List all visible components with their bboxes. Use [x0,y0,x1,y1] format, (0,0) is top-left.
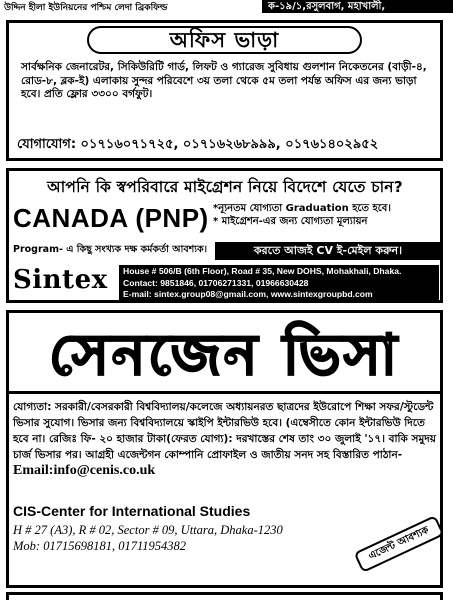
top-right-text: ক-১৯/১,রসুলবাগ, মহাখালী, [262,0,453,13]
divider [9,391,440,394]
office-rent-ad [6,20,443,161]
migration-ad [6,168,443,303]
office-rent-contact: যোগাযোগ: ০১৭১৬০৭১৭২৫, ০১৭১৬২৬৮৯৯৯, ০১৭৬১৪০২৯৫২ [17,137,379,152]
schengen-body-text: যোগ্যতা: সরকারী/বেসরকারী বিশ্ববিদ্যালয়/কলেজে অধ্যায়নরত ছাত্রদের ইউরোপে শিক্ষা সফর/স্টুডেন্ট ভিসার সুযোগ। ভিসার জন্য বিশ্ববিদ্যালয়ে স্কাইপি ইন্টারভিউ হবে। (এম্বেসীতে কোন ইন্টারভিউ দিতে হবে না। রেজিঃ ফি- ২০ হাজার টাকা(ফেরত যোগ্য): দরখাস্তের শেষ তাং ৩০ জুলাই '১৭। বাকি সমুদয় চার্জ ভিসার পর। আগ্রহী এজেন্টগন কোম্পানি প্রোফাইল ও জাতীয় সনদ সহ বিস্তারিত পাঠান- [13,401,436,461]
program-text: Program- এ কিছু সংখ্যক দক্ষ কর্মকর্তা আবশ্যক। [13,244,208,255]
agent-required-tag: এজেন্ট আবশ্যক [354,515,445,573]
cv-email-banner: করতে আজই CV ই-মেইল করুন। [215,242,441,260]
top-left-text: উদ্দিন হীলা ইউনিয়নের পশ্চিম লেদা ব্রিকফিল্ড [4,3,168,13]
migration-requirements [213,203,441,228]
schengen-headline: সেনজেন ভিসা [49,323,400,388]
cis-mobile: Mob: 01715698181, 01711954382 [13,539,187,553]
cis-address: H # 27 (A3), R # 02, Sector # 09, Uttara, Dhaka-1230 [13,523,283,537]
office-rent-title: অফিস ভাড়া [169,28,280,52]
sintex-logo: Sintex [13,265,108,295]
sintex-contact-box [119,265,439,301]
requirement-line-1: *ন্যূনতম যোগ্যতা Graduation হতে হবে। [213,203,391,214]
schengen-visa-ad [6,310,443,588]
office-rent-title-box [87,26,362,54]
office-rent-body: সার্বক্ষনিক জেনারেটর, সিকিউরিটি গার্ড, লিফট ও গ্যারেজ সুবিধায় গুলশান নিকেতনের (বাড়ী-৪, রোড-৮, ব্লক-ই) এলাকায় সুন্দর পরিবেশে ৩য় তলা থেকে ৫ম তলা পর্যন্ত অফিস এর জন্য ভাড়া হবে। প্রতি ফ্লোর ৩৩০০ বর্গফুট। [21,61,427,100]
schengen-email: Email:info@cenis.co.uk [13,463,156,478]
cis-address-block [13,522,283,554]
schengen-body [13,399,437,479]
sintex-phone: Contact: 9851846, 01706271331, 01966630428 [123,277,309,288]
migration-headline: আপনি কি স্বপরিবারে মাইগ্রেশন নিয়ে বিদেশে যেতে চান? [47,178,403,196]
cis-org-name: CIS-Center for International Studies [13,503,251,519]
canada-pnp-label: CANADA (PNP) [13,203,209,233]
sintex-email: E-mail: sintex.group08@gmail.com, www.sintexgroupbd.com [123,289,373,299]
requirement-line-2: * মাইগ্রেশন-এর জন্য যোগ্যতা মূল্যায়ন [213,215,368,227]
next-ad-partial [6,592,443,600]
sintex-address: House # 506/B (6th Floor), Road # 35, New DOHS, Mohakhali, Dhaka. [123,266,402,276]
